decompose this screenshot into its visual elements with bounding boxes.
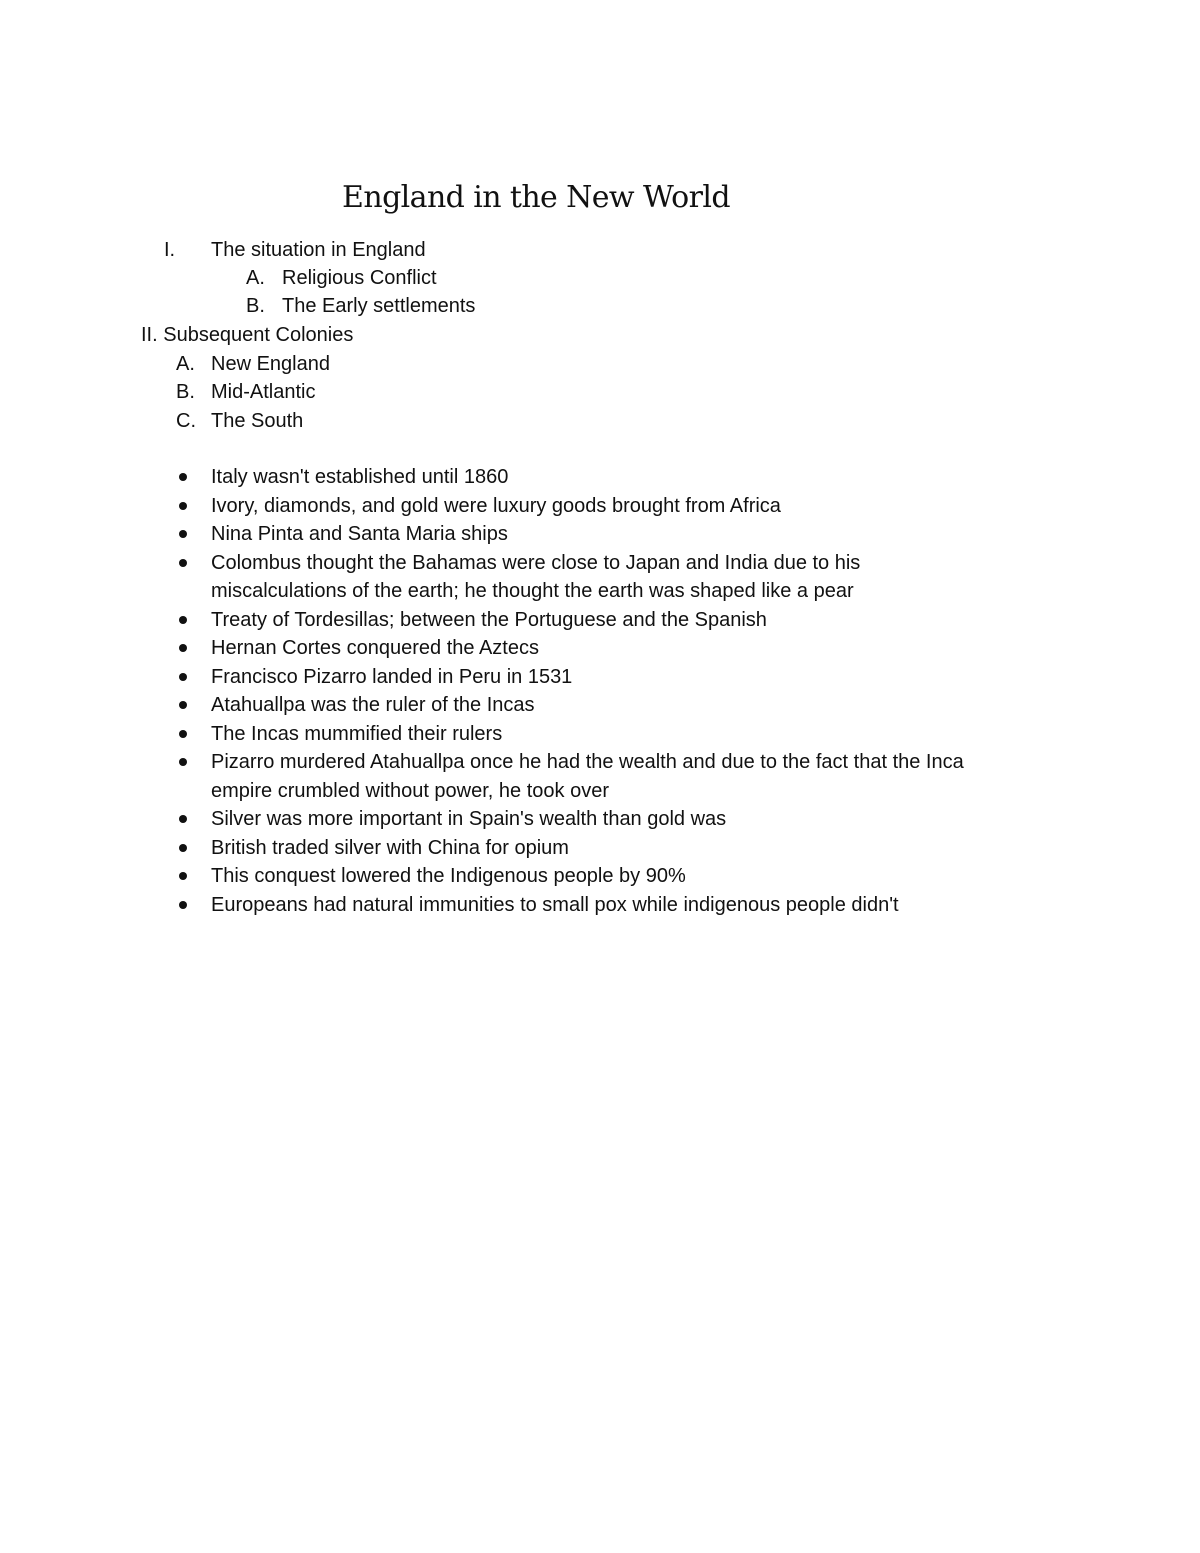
bullet-icon xyxy=(179,872,187,880)
bullet-icon xyxy=(179,559,187,567)
bullet-icon xyxy=(179,502,187,510)
bullet-item-text: This conquest lowered the Indigenous people by 90% xyxy=(211,865,686,887)
bullet-item-text: Nina Pinta and Santa Maria ships xyxy=(211,523,508,545)
bullet-item-text: Atahuallpa was the ruler of the Incas xyxy=(211,694,535,716)
bullet-icon xyxy=(179,644,187,652)
bullet-item-text: Treaty of Tordesillas; between the Portuguese and the Spanish xyxy=(211,608,767,631)
outline-marker-1: I. xyxy=(164,239,176,261)
bullet-item-text: Ivory, diamonds, and gold were luxury goods brought from Africa xyxy=(211,494,781,517)
bullet-icon xyxy=(179,815,187,823)
bullet-icon xyxy=(179,673,187,681)
bullet-icon xyxy=(179,844,187,852)
bullet-icon xyxy=(179,758,187,766)
bullet-icon xyxy=(179,530,187,538)
bullet-icon xyxy=(179,901,187,909)
outline-subitem: The South xyxy=(211,410,304,432)
outline-subitem-marker: A. xyxy=(176,353,195,375)
outline-subitem: Religious Conflict xyxy=(282,267,437,289)
bullet-item-text: Hernan Cortes conquered the Aztecs xyxy=(211,637,539,659)
outline-subitem-marker: C. xyxy=(176,410,196,432)
bullet-icon xyxy=(179,616,187,624)
outline-item-1: The situation in England xyxy=(211,239,426,261)
bullet-item-text: Francisco Pizarro landed in Peru in 1531 xyxy=(211,665,573,688)
bullet-item-text: Pizarro murdered Atahuallpa once he had the wealth and due to the fact that the Inca xyxy=(211,751,964,773)
bullet-item-text: miscalculations of the earth; he thought the earth was shaped like a pear xyxy=(211,580,854,602)
outline-subitem-marker: B. xyxy=(176,381,195,403)
bullet-icon xyxy=(179,473,187,481)
bullet-item-text: Silver was more important in Spain's wealth than gold was xyxy=(211,808,727,830)
bullet-item-text: Colombus thought the Bahamas were close to Japan and India due to his xyxy=(211,551,861,574)
bullet-icon xyxy=(179,701,187,709)
bullet-item-text: Europeans had natural immunities to small pox while indigenous people didn't xyxy=(211,893,899,916)
outline-subitem: The Early settlements xyxy=(282,295,476,317)
outline-subitem-marker: A. xyxy=(246,267,265,289)
document-title: England in the New World xyxy=(342,180,730,215)
bullet-item-text: British traded silver with China for opium xyxy=(211,836,569,859)
outline-subitem: Mid-Atlantic xyxy=(211,381,316,403)
bullet-icon xyxy=(179,730,187,738)
bullet-item-text: The Incas mummified their rulers xyxy=(211,722,503,745)
outline-subitem-marker: B. xyxy=(246,295,265,317)
bullet-item-text: Italy wasn't established until 1860 xyxy=(211,466,509,488)
outline-item-2: II. Subsequent Colonies xyxy=(141,324,354,346)
bullet-item-text: empire crumbled without power, he took over xyxy=(211,779,609,802)
outline-subitem: New England xyxy=(211,353,330,375)
